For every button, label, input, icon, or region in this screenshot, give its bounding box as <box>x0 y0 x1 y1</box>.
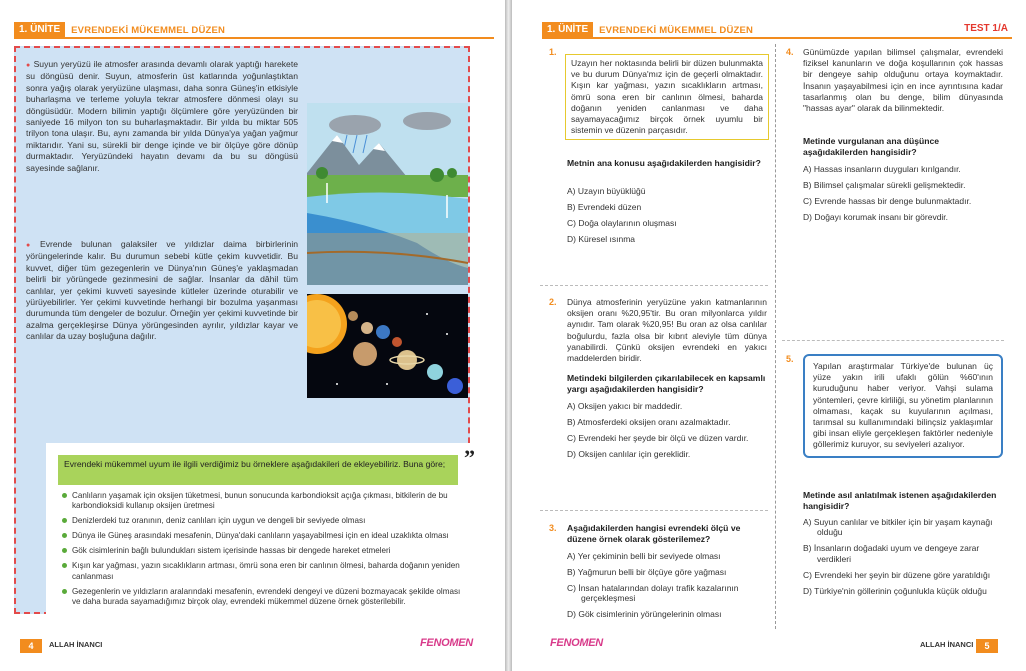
option-a[interactable]: A) Suyun canlılar ve bitkiler için bir yaşam kaynağı olduğu <box>803 517 993 538</box>
footer-label: ALLAH İNANCI <box>49 640 103 649</box>
option-c[interactable]: C) Evrendeki her şeyde bir ölçü ve düzen vardır. <box>567 432 749 443</box>
info-paragraph-gravity <box>26 239 298 343</box>
unit-title: EVRENDEKİ MÜKEMMEL DÜZEN <box>71 24 226 36</box>
unit-label: 1. ÜNİTE <box>14 22 65 38</box>
task-prompt: Evrendeki mükemmel uyum ile ilgili verdiğimiz bu örneklere aşağıdakileri de ekleyebiliriz. Buna göre; <box>58 455 458 485</box>
list-item: Gök cisimlerinin bağlı bulundukları sistem içerisinde hassas bir dengede hareket etmeleri <box>62 546 470 556</box>
question-1-options <box>567 186 767 250</box>
option-b[interactable]: B) İnsanların doğadaki uyum ve dengeye zarar verdikleri <box>803 543 980 564</box>
bullet-icon <box>62 589 67 594</box>
bullet-icon <box>62 493 67 498</box>
question-number: 5. <box>786 354 794 364</box>
question-5-options <box>803 517 1003 601</box>
water-cycle-illustration <box>307 103 468 285</box>
option-d[interactable]: D) Doğayı korumak insanı bir görevdir. <box>803 211 949 222</box>
option-b[interactable]: B) Atmosferdeki oksijen oranı azalmaktadır. <box>567 416 731 427</box>
column-divider <box>775 44 776 629</box>
footer-label: ALLAH İNANCI <box>920 640 974 649</box>
unit-label: 1. ÜNİTE <box>542 22 593 38</box>
unit-header <box>14 22 225 38</box>
question-4-passage: Günümüzde yapılan bilimsel çalışmalar, evrendeki fiziksel kanunların ve doğa koşullarının çok hassas bir dengeye sahip olduğunu ortaya koymaktadır. İnsanın yaşayabilmesi için en ince ayrıntısına kadar tasarlanmış olan bu denge, bilim dünyasında "hassas ayar" olarak da bilinmektedir. <box>803 47 1003 114</box>
bullet-icon <box>62 548 67 553</box>
paragraph-text: Suyun yeryüzü ile atmosfer arasında devamlı olarak yaptığı harekete su döngüsü denir. Suyun, atmosferin üst katlarında yoğunlaştıktan sonra yağış olarak yeryüzüne ulaşması, daha sonra Güneş'in etkisiyle buharlaşma ve terleme yoluyla tekrar atmosfere dönmesi olayı su döngüsüdür. Modern bilimin yaptığı ölçümlere göre yeryüzünden bir saniyede 16 milyon ton su buharlaşmaktadır. Bir yılda bu miktar 505 trilyon tona ulaşır. Bu, aynı zamanda bir yılda Dünya'ya yağan yağmur miktarıdır. Yani su, sürekli bir denge içinde ve bir ölçüye göre dönüp durmaktadır. Yeryüzündeki hayatın devamı da bu su döngüsü sayesinde sağlanır. <box>26 59 298 173</box>
bullet-icon: ● <box>26 62 31 69</box>
option-b[interactable]: B) Bilimsel çalışmalar sürekli gelişmektedir. <box>803 179 966 190</box>
left-page <box>0 0 505 671</box>
bullet-icon: ● <box>26 242 38 249</box>
publisher-logo: FENOMEN <box>420 637 473 649</box>
question-number: 1. <box>549 47 557 57</box>
question-5-passage: Yapılan araştırmalar Türkiye'de bulunan üç yüze yakın irili ufaklı gölün %60'ının kuruduğunu haber veriyor. Vahşi sulama yöntemleri, çevre kirliliği, su yönetim planlarının olmaması, kaçak su kuyularının açılması, tarımsal su kullanımındaki bilinçsiz yaklaşımlar gibi insan eliyle gerçekleşen faktörler nedeniyle göllerimiz kuruyor, su seviyeleri azalıyor. <box>803 354 1003 458</box>
option-d[interactable]: D) Küresel ısınma <box>567 233 636 244</box>
list-item: Canlıların yaşamak için oksijen tüketmesi, bunun sonucunda karbondioksit açığa çıkması, bitkilerin de bu karbondioksidi kullanıp oksijen üretmesi <box>62 491 470 512</box>
task-list <box>62 491 470 612</box>
question-2-options <box>567 401 767 465</box>
bullet-icon <box>62 533 67 538</box>
solar-system-illustration <box>307 294 468 398</box>
question-number: 2. <box>549 297 557 307</box>
option-b[interactable]: B) Yağmurun belli bir ölçüye göre yağması <box>567 566 727 577</box>
list-item: Dünya ile Güneş arasındaki mesafenin, Dünya'daki canlıların yaşayabilmesi için en ideal uzaklıkta olması <box>62 531 470 541</box>
question-divider <box>782 340 1004 341</box>
test-label: TEST 1/A <box>964 23 1008 34</box>
info-paragraph-water-cycle <box>26 59 298 174</box>
task-box <box>46 443 474 653</box>
publisher-logo: FENOMEN <box>550 637 603 649</box>
page-number: 5 <box>976 639 998 653</box>
list-item: Denizlerdeki tuz oranının, deniz canlıları için uygun ve dengeli bir seviyede olması <box>62 516 470 526</box>
info-box <box>14 46 475 614</box>
question-5-stem: Metinde asıl anlatılmak istenen aşağıdakilerden hangisidir? <box>803 490 997 511</box>
unit-header <box>542 22 753 38</box>
question-3-stem: Aşağıdakilerden hangisi evrendeki ölçü ve düzene örnek olarak gösterilemez? <box>567 523 741 544</box>
option-d[interactable]: D) Oksijen canlılar için gereklidir. <box>567 448 691 459</box>
book-spine <box>505 0 512 671</box>
page-number: 4 <box>20 639 42 653</box>
header-rule <box>14 37 494 39</box>
question-number: 4. <box>786 47 794 57</box>
option-b[interactable]: B) Evrendeki düzen <box>567 201 642 212</box>
quote-icon: ” <box>464 445 475 470</box>
bullet-icon <box>62 563 67 568</box>
option-a[interactable]: A) Oksijen yakıcı bir maddedir. <box>567 401 683 411</box>
bullet-icon <box>62 518 67 523</box>
question-4-options <box>803 164 1003 228</box>
question-2-stem: Metindeki bilgilerden çıkarılabilecek en kapsamlı yargı aşağıdakilerden hangisidir? <box>567 373 766 394</box>
option-c[interactable]: C) Doğa olaylarının oluşması <box>567 217 677 228</box>
option-c[interactable]: C) Evrende hassas bir denge bulunmaktadır. <box>803 195 972 206</box>
question-2-passage: Dünya atmosferinin yeryüzüne yakın katmanlarının oksijen oranı %20,95'tir. Bu oran milyonlarca yıldır aynıdır. Tam olarak %20,95! Bu oran az olsa canlılar boğulurdu, fazla olsa bir kıbrıt aleviyle tüm dünya yanabilirdi. Çünkü oksijen evrendeki en yakıcı maddelerden biridir. <box>567 297 767 364</box>
option-c[interactable]: C) İnsan hatalarından dolayı trafik kazalarının gerçekleşmesi <box>567 582 739 604</box>
question-4-stem: Metinde vurgulanan ana düşünce aşağıdakilerden hangisidir? <box>803 136 940 157</box>
list-item: Gezegenlerin ve yıldızların aralarındaki mesafenin, evrendeki dengeyi ve düzeni bozmayacak şekilde olması ve daha burada sayamadığımız birçok olay, evrendeki mükemmel düzene örnek gösterilebilir. <box>62 587 470 608</box>
paragraph-text: Evrende bulunan galaksiler ve yıldızlar daima birbirlerinin yörüngelerinde kalır. Bu durumun sebebi kütle çekim kuvvetidir. Bu kuvvet, diğer tüm gezegenlerin ve Dünya'nın Güneş'e yaklaşmadan belirli bir yörüngede gezinmesini de sağlar. İnsanlar da dâhil tüm canlılar, yer çekimi kuvveti sayesinde kütleler üzerinde oturabilir ve yürüyebilirler. Yer çekimi kuvvetinde herhangi bir bozulma yaşanması durumunda tüm dengeler de bozulur. Örneğin yer çekimi kuvvetinde bir azalma gerçekleşirse Dünya yörüngesinden ayrılır, yıldızlar kayar ve canlılar da uzay boşluğuna dağılır. <box>26 239 299 342</box>
question-1-stem: Metnin ana konusu aşağıdakilerden hangisidir? <box>567 158 761 168</box>
option-a[interactable]: A) Hassas insanların duyguları kırılgandır. <box>803 164 961 174</box>
option-a[interactable]: A) Yer çekiminin belli bir seviyede olması <box>567 551 721 561</box>
question-divider <box>540 510 768 511</box>
unit-title: EVRENDEKİ MÜKEMMEL DÜZEN <box>599 24 754 36</box>
option-d[interactable]: D) Gök cisimlerinin yörüngelerinin olması <box>567 609 722 620</box>
option-c[interactable]: C) Evrendeki her şeyin bir düzene göre yaratıldığı <box>803 569 991 580</box>
list-item: Kışın kar yağması, yazın sıcaklıkların artması, ömrü sona eren bir canlının ölmesi, baharda doğanın yeniden canlanması <box>62 561 470 582</box>
header-rule <box>542 37 1012 39</box>
question-divider <box>540 285 768 286</box>
question-3-options <box>567 551 767 625</box>
option-a[interactable]: A) Uzayın büyüklüğü <box>567 186 646 196</box>
option-d[interactable]: D) Türkiye'nin göllerinin çoğunlukla küçük olduğu <box>803 585 987 596</box>
question-number: 3. <box>549 523 557 533</box>
question-1-passage: Uzayın her noktasında belirli bir düzen bulunmakta ve bu durum Dünya'mız için de geçerli olmaktadır. Kışın kar yağması, yazın sıcaklıkların artması, ömrü sona eren bir canlının ölmesi, baharda doğanın yeniden canlanması ve daha sayamayacağımız birçok örnek uyumlu bir sistemin ve düzenin parçasıdır. <box>565 54 769 140</box>
